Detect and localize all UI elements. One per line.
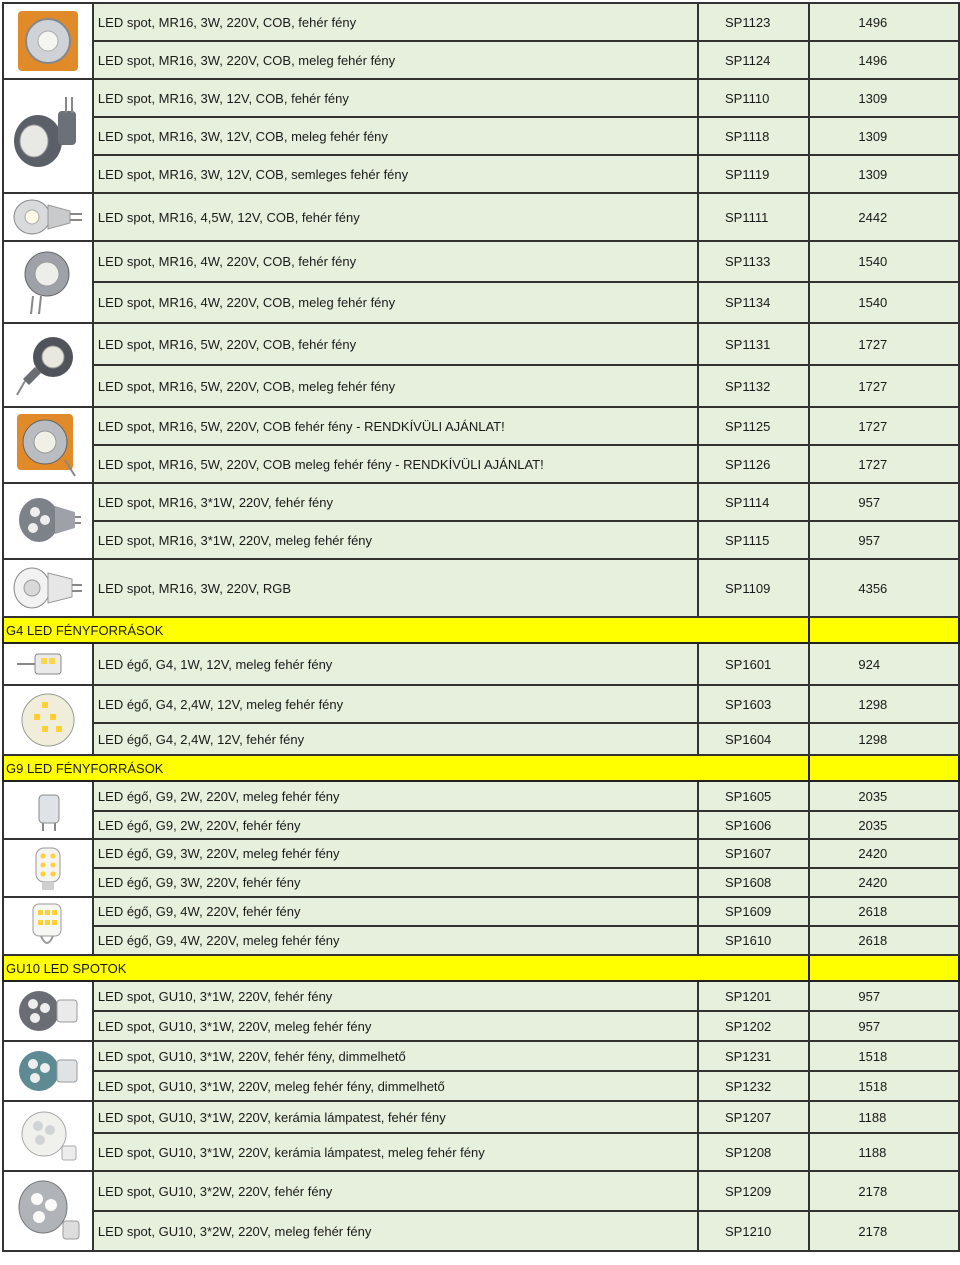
mr16-cob-spot-icon: [8, 91, 88, 181]
product-price: 957: [809, 521, 959, 559]
product-description: LED spot, MR16, 5W, 220V, COB fehér fény - RENDKÍVÜLI AJÁNLAT!: [93, 407, 698, 445]
product-price: 1727: [809, 323, 959, 365]
table-row: [3, 781, 959, 811]
table-row: [3, 407, 959, 445]
product-image-cell: [3, 1041, 93, 1101]
product-price: 2420: [809, 868, 959, 897]
product-code: SP1606: [698, 811, 809, 839]
product-description: LED égő, G4, 2,4W, 12V, fehér fény: [93, 723, 698, 755]
table-row: [3, 3, 959, 41]
product-description: LED spot, GU10, 3*1W, 220V, fehér fény, dimmelhető: [93, 1041, 698, 1071]
product-price: 1727: [809, 407, 959, 445]
product-image-cell: [3, 483, 93, 559]
product-price: 1309: [809, 117, 959, 155]
table-row: [3, 1211, 959, 1251]
product-code: SP1209: [698, 1171, 809, 1211]
product-description: LED spot, GU10, 3*2W, 220V, meleg fehér fény: [93, 1211, 698, 1251]
product-image-cell: [3, 781, 93, 839]
product-price: 1540: [809, 241, 959, 282]
product-image-cell: [3, 981, 93, 1041]
table-row: [3, 926, 959, 955]
section-header-row: [3, 617, 959, 643]
product-code: SP1110: [698, 79, 809, 117]
product-image-cell: [3, 897, 93, 955]
product-description: LED égő, G9, 4W, 220V, meleg fehér fény: [93, 926, 698, 955]
section-header-g9: G9 LED FÉNYFORRÁSOK: [3, 755, 809, 781]
product-price: 2035: [809, 811, 959, 839]
table-row: [3, 897, 959, 926]
product-code: SP1208: [698, 1133, 809, 1171]
product-image-cell: [3, 1101, 93, 1171]
product-price: 957: [809, 483, 959, 521]
product-code: SP1126: [698, 445, 809, 483]
product-code: SP1601: [698, 643, 809, 685]
table-row: [3, 323, 959, 365]
product-code: SP1132: [698, 365, 809, 407]
product-description: LED égő, G9, 3W, 220V, meleg fehér fény: [93, 839, 698, 868]
table-row: [3, 117, 959, 155]
mr16-3x1w-spot-icon: [13, 490, 83, 552]
table-row: [3, 1171, 959, 1211]
product-code: SP1125: [698, 407, 809, 445]
gu10-ceramic-spot-icon: [16, 1106, 80, 1166]
product-price: 1540: [809, 282, 959, 323]
product-price: 1298: [809, 723, 959, 755]
product-code: SP1115: [698, 521, 809, 559]
product-price: 1496: [809, 3, 959, 41]
product-description: LED égő, G4, 2,4W, 12V, meleg fehér fény: [93, 685, 698, 723]
table-row: [3, 1011, 959, 1041]
product-code: SP1608: [698, 868, 809, 897]
table-row: [3, 79, 959, 117]
product-description: LED spot, GU10, 3*1W, 220V, kerámia lámpatest, meleg fehér fény: [93, 1133, 698, 1171]
product-code: SP1207: [698, 1101, 809, 1133]
product-price: 957: [809, 1011, 959, 1041]
section-header-gu10: GU10 LED SPOTOK: [3, 955, 809, 981]
table-row: [3, 1071, 959, 1101]
product-image-cell: [3, 241, 93, 323]
product-code: SP1607: [698, 839, 809, 868]
product-price: 2420: [809, 839, 959, 868]
table-row: [3, 1101, 959, 1133]
table-row: [3, 241, 959, 282]
mr16-glass-spot-icon: [10, 197, 86, 237]
table-row: [3, 643, 959, 685]
product-price: 4356: [809, 559, 959, 617]
section-header-blank: [809, 755, 959, 781]
product-code: SP1605: [698, 781, 809, 811]
mr16-spot-icon: [16, 9, 80, 73]
mr16-aluminium-spot-icon: [13, 244, 83, 320]
product-code: SP1131: [698, 323, 809, 365]
product-image-cell: [3, 323, 93, 407]
section-header-blank: [809, 617, 959, 643]
table-row: [3, 521, 959, 559]
product-description: LED égő, G9, 2W, 220V, fehér fény: [93, 811, 698, 839]
table-row: [3, 445, 959, 483]
product-code: SP1231: [698, 1041, 809, 1071]
table-row: [3, 981, 959, 1011]
g9-4w-corn-bulb-icon: [25, 900, 71, 952]
table-row: [3, 723, 959, 755]
g9-2w-bulb-icon: [23, 785, 73, 835]
product-price: 957: [809, 981, 959, 1011]
product-price: 1518: [809, 1041, 959, 1071]
table-row: [3, 839, 959, 868]
gu10-3x1w-spot-icon: [15, 986, 81, 1036]
product-description: LED spot, MR16, 3*1W, 220V, fehér fény: [93, 483, 698, 521]
product-price: 1309: [809, 79, 959, 117]
product-price: 1298: [809, 685, 959, 723]
product-price: 1727: [809, 445, 959, 483]
product-code: SP1118: [698, 117, 809, 155]
product-code: SP1604: [698, 723, 809, 755]
product-description: LED spot, GU10, 3*2W, 220V, fehér fény: [93, 1171, 698, 1211]
product-description: LED égő, G9, 2W, 220V, meleg fehér fény: [93, 781, 698, 811]
product-image-cell: [3, 3, 93, 79]
product-code: SP1232: [698, 1071, 809, 1101]
table-row: [3, 1041, 959, 1071]
product-description: LED spot, GU10, 3*1W, 220V, meleg fehér fény, dimmelhető: [93, 1071, 698, 1101]
g9-3w-corn-bulb-icon: [28, 842, 68, 894]
mr16-special-offer-spot-icon: [13, 410, 83, 480]
table-row: [3, 811, 959, 839]
product-code: SP1201: [698, 981, 809, 1011]
product-price: 2178: [809, 1171, 959, 1211]
product-description: LED spot, GU10, 3*1W, 220V, meleg fehér fény: [93, 1011, 698, 1041]
product-description: LED spot, MR16, 4,5W, 12V, COB, fehér fény: [93, 193, 698, 241]
product-description: LED spot, MR16, 5W, 220V, COB meleg fehér fény - RENDKÍVÜLI AJÁNLAT!: [93, 445, 698, 483]
product-description: LED spot, MR16, 3W, 12V, COB, fehér fény: [93, 79, 698, 117]
product-code: SP1109: [698, 559, 809, 617]
product-description: LED spot, MR16, 5W, 220V, COB, meleg fehér fény: [93, 365, 698, 407]
table-row: [3, 868, 959, 897]
product-code: SP1210: [698, 1211, 809, 1251]
section-header-g4: G4 LED FÉNYFORRÁSOK: [3, 617, 809, 643]
section-header-blank: [809, 955, 959, 981]
product-price: 1727: [809, 365, 959, 407]
product-code: SP1111: [698, 193, 809, 241]
product-description: LED spot, MR16, 4W, 220V, COB, fehér fény: [93, 241, 698, 282]
product-code: SP1123: [698, 3, 809, 41]
product-description: LED spot, MR16, 5W, 220V, COB, fehér fény: [93, 323, 698, 365]
product-code: SP1609: [698, 897, 809, 926]
g4-1w-bulb-icon: [13, 646, 83, 682]
product-price: 2442: [809, 193, 959, 241]
product-price: 1188: [809, 1133, 959, 1171]
product-description: LED spot, GU10, 3*1W, 220V, kerámia lámpatest, fehér fény: [93, 1101, 698, 1133]
product-price: 1518: [809, 1071, 959, 1101]
product-description: LED égő, G4, 1W, 12V, meleg fehér fény: [93, 643, 698, 685]
gu10-3x2w-spot-icon: [13, 1173, 83, 1249]
g4-disc-bulb-icon: [14, 688, 82, 752]
mr16-5w-spot-icon: [13, 329, 83, 401]
product-description: LED spot, MR16, 4W, 220V, COB, meleg fehér fény: [93, 282, 698, 323]
table-row: [3, 365, 959, 407]
section-header-row: [3, 955, 959, 981]
table-row: [3, 41, 959, 79]
product-description: LED spot, MR16, 3W, 220V, COB, fehér fény: [93, 3, 698, 41]
table-row: [3, 282, 959, 323]
mr16-rgb-spot-icon: [10, 563, 86, 613]
product-code: SP1134: [698, 282, 809, 323]
product-price: 1188: [809, 1101, 959, 1133]
product-image-cell: [3, 193, 93, 241]
gu10-dimmable-spot-icon: [15, 1046, 81, 1096]
product-image-cell: [3, 407, 93, 483]
product-image-cell: [3, 1171, 93, 1251]
product-price: 2178: [809, 1211, 959, 1251]
product-code: SP1133: [698, 241, 809, 282]
product-price: 2618: [809, 897, 959, 926]
product-description: LED égő, G9, 3W, 220V, fehér fény: [93, 868, 698, 897]
product-description: LED spot, MR16, 3W, 12V, COB, semleges fehér fény: [93, 155, 698, 193]
product-description: LED égő, G9, 4W, 220V, fehér fény: [93, 897, 698, 926]
table-row: [3, 1133, 959, 1171]
product-code: SP1114: [698, 483, 809, 521]
product-price: 924: [809, 643, 959, 685]
product-description: LED spot, MR16, 3W, 12V, COB, meleg fehér fény: [93, 117, 698, 155]
product-code: SP1202: [698, 1011, 809, 1041]
product-image-cell: [3, 559, 93, 617]
table-row: [3, 483, 959, 521]
product-description: LED spot, GU10, 3*1W, 220V, fehér fény: [93, 981, 698, 1011]
product-price: 1309: [809, 155, 959, 193]
product-price: 2035: [809, 781, 959, 811]
product-code: SP1119: [698, 155, 809, 193]
product-image-cell: [3, 839, 93, 897]
product-image-cell: [3, 79, 93, 193]
product-description: LED spot, MR16, 3W, 220V, COB, meleg fehér fény: [93, 41, 698, 79]
product-image-cell: [3, 685, 93, 755]
price-table: [2, 2, 960, 1252]
table-row: [3, 193, 959, 241]
product-image-cell: [3, 643, 93, 685]
table-row: [3, 685, 959, 723]
table-row: [3, 559, 959, 617]
product-code: SP1603: [698, 685, 809, 723]
product-code: SP1610: [698, 926, 809, 955]
product-price: 2618: [809, 926, 959, 955]
product-code: SP1124: [698, 41, 809, 79]
product-description: LED spot, MR16, 3W, 220V, RGB: [93, 559, 698, 617]
product-price: 1496: [809, 41, 959, 79]
product-description: LED spot, MR16, 3*1W, 220V, meleg fehér fény: [93, 521, 698, 559]
section-header-row: [3, 755, 959, 781]
table-row: [3, 155, 959, 193]
